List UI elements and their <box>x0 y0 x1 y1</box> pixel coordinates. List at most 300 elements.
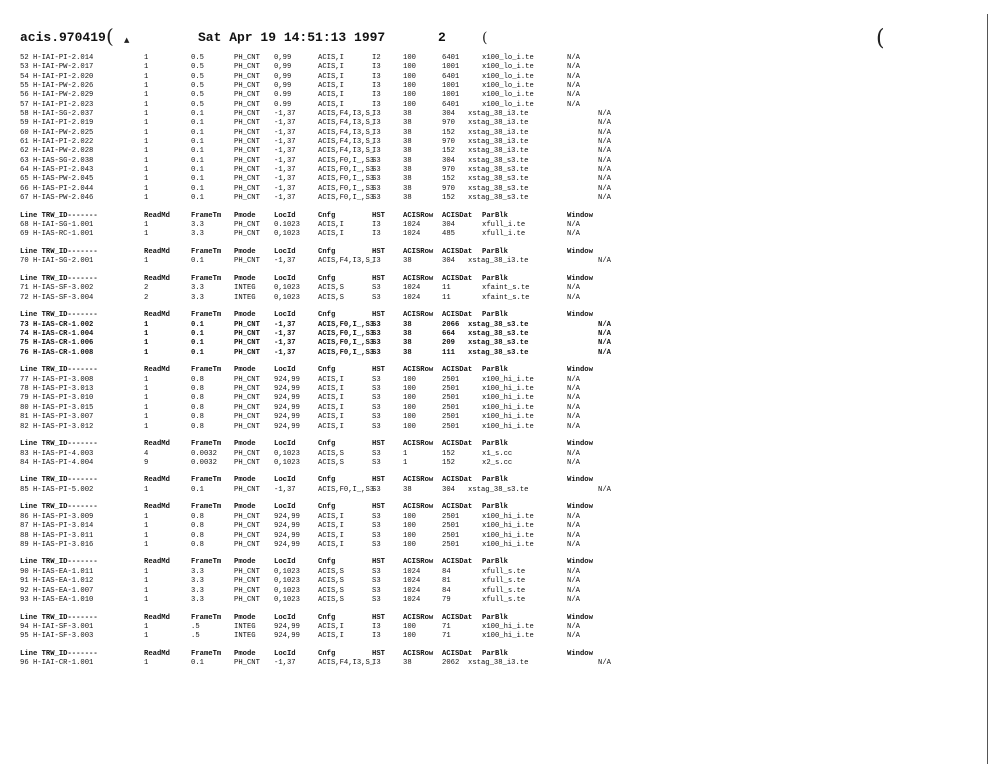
header-parblk: ParBlk <box>482 248 508 257</box>
header-pmode: Pmode <box>234 366 256 375</box>
cell-parblk: xstag_38_s3.te <box>468 330 529 339</box>
cell-window: N/A <box>567 522 580 531</box>
cell-parblk: xfull_s.te <box>482 595 526 604</box>
cell-hst: S3 <box>372 413 381 422</box>
cell-line-id: 96 H-IAI-CR-1.001 <box>20 659 94 668</box>
cell-window: N/A <box>567 375 580 384</box>
cell-frame-time: 0.5 <box>191 100 204 109</box>
cell-window: N/A <box>567 586 580 595</box>
cell-frame-time: 0.1 <box>191 119 204 128</box>
cell-loc-id: 0,1023 <box>274 586 300 595</box>
header-pmode: Pmode <box>234 311 256 320</box>
header-config: Cnfg <box>318 558 336 567</box>
cell-line-id: 94 H-IAI-SF-3.001 <box>20 622 94 631</box>
cell-acis-dat: 304 <box>442 485 455 494</box>
cell-hst: I3 <box>372 63 381 72</box>
cell-line-id: 90 H-IAS-EA-1.011 <box>20 567 94 576</box>
cell-line-id: 86 H-IAS-PI-3.009 <box>20 512 94 521</box>
cell-frame-time: 3.3 <box>191 577 204 586</box>
cell-read-mode: 1 <box>144 257 149 266</box>
header-line-id: Line TRW_ID------- <box>20 248 98 257</box>
header-window: Window <box>567 311 593 320</box>
cell-config: ACIS,F0,I_,S3 <box>318 184 375 193</box>
cell-pmode: PH_CNT <box>234 413 260 422</box>
cell-frame-time: 0.8 <box>191 375 204 384</box>
cell-acis-row: 38 <box>403 175 412 184</box>
cell-read-mode: 1 <box>144 659 149 668</box>
cell-hst: S3 <box>372 320 381 329</box>
cell-window: N/A <box>567 403 580 412</box>
cell-acis-dat: 152 <box>442 175 455 184</box>
cell-window: N/A <box>598 166 611 175</box>
cell-config: ACIS,I <box>318 385 344 394</box>
cell-acis-row: 38 <box>403 184 412 193</box>
cell-parblk: x100_lo_i.te <box>482 54 534 62</box>
cell-line-id: 53 H-IAI-PW-2.017 <box>20 63 94 72</box>
cell-hst: S3 <box>372 485 381 494</box>
cell-frame-time: 3.3 <box>191 230 204 239</box>
cell-window: N/A <box>567 91 580 100</box>
cell-hst: I3 <box>372 100 381 109</box>
cell-acis-dat: 111 <box>442 348 455 357</box>
header-hst: HST <box>372 503 385 512</box>
cell-config: ACIS,I <box>318 632 344 641</box>
header-line-id: Line TRW_ID------- <box>20 275 98 284</box>
header-window: Window <box>567 366 593 375</box>
cell-acis-dat: 11 <box>442 293 451 302</box>
header-loc-id: LocId <box>274 476 296 485</box>
cell-frame-time: 0.8 <box>191 512 204 521</box>
table-row <box>20 230 660 239</box>
cell-hst: I3 <box>372 91 381 100</box>
cell-pmode: PH_CNT <box>234 72 260 81</box>
cell-acis-dat: 2062 <box>442 659 460 668</box>
table-row <box>20 632 660 641</box>
cell-read-mode: 1 <box>144 567 149 576</box>
header-parblk: ParBlk <box>482 275 508 284</box>
cell-line-id: 57 H-IAI-PI-2.023 <box>20 100 94 109</box>
cell-frame-time: 0.1 <box>191 128 204 137</box>
header-read-mode: ReadMd <box>144 476 170 485</box>
header-parblk: ParBlk <box>482 440 508 449</box>
cell-hst: S3 <box>372 184 381 193</box>
cell-line-id: 80 H-IAS-PI-3.015 <box>20 403 94 412</box>
table-row <box>20 532 660 541</box>
cell-loc-id: 0,1023 <box>274 595 300 604</box>
cell-hst: S3 <box>372 156 381 165</box>
cell-parblk: xstag_38_i3.te <box>468 128 529 137</box>
cell-read-mode: 1 <box>144 485 149 494</box>
cell-acis-row: 38 <box>403 128 412 137</box>
cell-acis-dat: 81 <box>442 577 451 586</box>
cell-window: N/A <box>598 175 611 184</box>
cell-parblk: x100_hi_i.te <box>482 375 534 384</box>
cell-pmode: PH_CNT <box>234 394 260 403</box>
cell-config: ACIS,F4,I3,S_ <box>318 257 375 266</box>
cell-loc-id: 0.1023 <box>274 221 300 230</box>
cell-frame-time: .5 <box>191 632 200 641</box>
cell-parblk: xstag_38_s3.te <box>468 485 529 494</box>
cell-frame-time: 0.1 <box>191 659 204 668</box>
cell-pmode: PH_CNT <box>234 485 260 494</box>
cell-hst: S3 <box>372 449 381 458</box>
cell-hst: S3 <box>372 512 381 521</box>
header-acis-row: ACISRow <box>403 613 434 622</box>
table-row <box>20 459 660 468</box>
header-pmode: Pmode <box>234 613 256 622</box>
cell-pmode: PH_CNT <box>234 82 260 91</box>
cell-frame-time: 3.3 <box>191 586 204 595</box>
header-pmode: Pmode <box>234 211 256 220</box>
table-row <box>20 119 660 128</box>
cell-acis-dat: 84 <box>442 567 451 576</box>
cell-frame-time: 0.1 <box>191 320 204 329</box>
cell-window: N/A <box>567 531 580 540</box>
column-header-row <box>20 440 660 449</box>
cell-loc-id: 924,99 <box>274 385 300 394</box>
cell-frame-time: 0.0032 <box>191 449 217 458</box>
header-hst: HST <box>372 558 385 567</box>
column-header-row <box>20 248 660 257</box>
header-loc-id: LocId <box>274 649 296 658</box>
cell-read-mode: 1 <box>144 147 149 156</box>
cell-frame-time: 0.8 <box>191 394 204 403</box>
table-row <box>20 376 660 385</box>
table-row <box>20 404 660 413</box>
cell-acis-row: 38 <box>403 110 412 119</box>
cell-hst: I3 <box>372 221 381 230</box>
cell-pmode: PH_CNT <box>234 567 260 576</box>
cell-read-mode: 1 <box>144 221 149 230</box>
header-acis-row: ACISRow <box>403 440 434 449</box>
cell-pmode: PH_CNT <box>234 531 260 540</box>
cell-hst: S3 <box>372 458 381 467</box>
cell-config: ACIS,I <box>318 375 344 384</box>
cell-pmode: PH_CNT <box>234 91 260 100</box>
header-read-mode: ReadMd <box>144 248 170 257</box>
cell-loc-id: 924,99 <box>274 531 300 540</box>
cell-acis-row: 100 <box>403 63 416 72</box>
cell-read-mode: 1 <box>144 339 149 348</box>
cell-frame-time: 3.3 <box>191 221 204 230</box>
header-line-id: Line TRW_ID------- <box>20 440 98 449</box>
cell-parblk: xstag_38_i3.te <box>468 147 529 156</box>
cell-read-mode: 1 <box>144 385 149 394</box>
cell-parblk: x100_hi_i.te <box>482 413 534 422</box>
header-pmode: Pmode <box>234 476 256 485</box>
cell-line-id: 83 H-IAS-PI-4.003 <box>20 449 94 458</box>
cell-read-mode: 1 <box>144 166 149 175</box>
header-line-id: Line TRW_ID------- <box>20 211 98 220</box>
cell-loc-id: -1,37 <box>274 184 296 193</box>
cell-config: ACIS,F4,I3,S_ <box>318 147 375 156</box>
cell-parblk: x100_hi_i.te <box>482 531 534 540</box>
cell-config: ACIS,F0,I_,S3 <box>318 175 375 184</box>
column-header-row <box>20 311 660 320</box>
header-window: Window <box>567 503 593 512</box>
cell-read-mode: 1 <box>144 91 149 100</box>
cell-pmode: INTEG <box>234 622 256 631</box>
header-window: Window <box>567 649 593 658</box>
table-row <box>20 385 660 394</box>
cell-loc-id: -1,37 <box>274 138 296 147</box>
header-acis-dat: ACISDat <box>442 275 473 284</box>
cell-loc-id: -1,37 <box>274 110 296 119</box>
header-config: Cnfg <box>318 440 336 449</box>
table-row <box>20 73 660 82</box>
header-loc-id: LocId <box>274 211 296 220</box>
cell-acis-row: 1024 <box>403 284 421 293</box>
cell-pmode: PH_CNT <box>234 458 260 467</box>
cell-hst: S3 <box>372 586 381 595</box>
cell-loc-id: -1,37 <box>274 257 296 266</box>
cell-line-id: 68 H-IAI-SG-1.001 <box>20 221 94 230</box>
cell-loc-id: 924,99 <box>274 403 300 412</box>
cell-pmode: INTEG <box>234 632 256 641</box>
cell-window: N/A <box>567 622 580 631</box>
cell-acis-row: 1024 <box>403 230 421 239</box>
cell-line-id: 62 H-IAI-PW-2.028 <box>20 147 94 156</box>
cell-line-id: 74 H-IAS-CR-1.004 <box>20 330 94 339</box>
cell-acis-dat: 6401 <box>442 54 460 62</box>
cell-read-mode: 1 <box>144 422 149 431</box>
cell-read-mode: 2 <box>144 284 149 293</box>
cell-loc-id: 0,99 <box>274 72 292 81</box>
cell-frame-time: 0.0032 <box>191 458 217 467</box>
cell-config: ACIS,I <box>318 82 344 91</box>
cell-acis-row: 38 <box>403 330 412 339</box>
table-row <box>20 157 660 166</box>
cell-loc-id: -1,37 <box>274 119 296 128</box>
header-loc-id: LocId <box>274 275 296 284</box>
header-acis-row: ACISRow <box>403 275 434 284</box>
cell-read-mode: 1 <box>144 72 149 81</box>
header-parblk: ParBlk <box>482 476 508 485</box>
cell-config: ACIS,I <box>318 531 344 540</box>
cell-loc-id: 924,99 <box>274 422 300 431</box>
cell-hst: S3 <box>372 194 381 203</box>
cell-read-mode: 1 <box>144 175 149 184</box>
cell-line-id: 91 H-IAS-EA-1.012 <box>20 577 94 586</box>
cell-read-mode: 1 <box>144 138 149 147</box>
cell-window: N/A <box>567 394 580 403</box>
table-row <box>20 568 660 577</box>
cell-frame-time: 0.5 <box>191 72 204 81</box>
cell-frame-time: 0.8 <box>191 540 204 549</box>
column-header-row <box>20 212 660 221</box>
cell-parblk: xstag_38_i3.te <box>468 119 529 128</box>
cell-acis-dat: 304 <box>442 156 455 165</box>
cell-acis-row: 1024 <box>403 586 421 595</box>
cell-line-id: 58 H-IAI-SG-2.037 <box>20 110 94 119</box>
cell-read-mode: 9 <box>144 458 149 467</box>
cell-loc-id: 0,1023 <box>274 449 300 458</box>
cell-parblk: x100_hi_i.te <box>482 632 534 641</box>
header-pmode: Pmode <box>234 649 256 658</box>
cell-line-id: 78 H-IAS-PI-3.013 <box>20 385 94 394</box>
print-date: Sat Apr 19 14:51:13 1997 <box>198 30 386 45</box>
cell-config: ACIS,S <box>318 595 344 604</box>
cell-read-mode: 1 <box>144 375 149 384</box>
cell-hst: S3 <box>372 403 381 412</box>
header-frame-time: FrameTm <box>191 366 222 375</box>
cell-acis-dat: 71 <box>442 632 451 641</box>
cell-acis-dat: 304 <box>442 110 455 119</box>
cell-acis-row: 38 <box>403 147 412 156</box>
header-acis-dat: ACISDat <box>442 248 473 257</box>
cell-config: ACIS,I <box>318 230 344 239</box>
header-line-id: Line TRW_ID------- <box>20 503 98 512</box>
cell-line-id: 52 H-IAI-PI-2.014 <box>20 54 94 62</box>
header-parblk: ParBlk <box>482 613 508 622</box>
cell-config: ACIS,I <box>318 91 344 100</box>
cell-acis-dat: 485 <box>442 230 455 239</box>
cell-parblk: x100_hi_i.te <box>482 622 534 631</box>
header-frame-time: FrameTm <box>191 503 222 512</box>
cell-pmode: PH_CNT <box>234 385 260 394</box>
cell-pmode: PH_CNT <box>234 166 260 175</box>
cell-loc-id: -1,37 <box>274 320 296 329</box>
cell-acis-dat: 152 <box>442 449 455 458</box>
header-config: Cnfg <box>318 366 336 375</box>
header-hst: HST <box>372 613 385 622</box>
cell-config: ACIS,F4,I3,S_ <box>318 110 375 119</box>
header-acis-row: ACISRow <box>403 366 434 375</box>
header-acis-dat: ACISDat <box>442 558 473 567</box>
header-line-id: Line TRW_ID------- <box>20 649 98 658</box>
table-row <box>20 413 660 422</box>
cell-config: ACIS,S <box>318 567 344 576</box>
cell-pmode: PH_CNT <box>234 577 260 586</box>
cell-parblk: xstag_38_i3.te <box>468 138 529 147</box>
cell-acis-dat: 2501 <box>442 394 460 403</box>
cell-acis-dat: 970 <box>442 138 455 147</box>
cell-loc-id: 924,99 <box>274 540 300 549</box>
header-acis-row: ACISRow <box>403 503 434 512</box>
cell-acis-row: 100 <box>403 91 416 100</box>
header-acis-dat: ACISDat <box>442 476 473 485</box>
cell-window: N/A <box>567 72 580 81</box>
cell-pmode: INTEG <box>234 284 256 293</box>
header-read-mode: ReadMd <box>144 211 170 220</box>
cell-line-id: 64 H-IAS-PI-2.043 <box>20 166 94 175</box>
header-line-id: Line TRW_ID------- <box>20 558 98 567</box>
cell-line-id: 55 H-IAI-PW-2.026 <box>20 82 94 91</box>
cell-line-id: 69 H-IAS-RC-1.001 <box>20 230 94 239</box>
data-listing <box>20 54 660 669</box>
cell-hst: S3 <box>372 348 381 357</box>
cell-hst: I3 <box>372 128 381 137</box>
cell-loc-id: 0,99 <box>274 63 292 72</box>
cell-config: ACIS,F0,I_,S3 <box>318 166 375 175</box>
cell-line-id: 77 H-IAS-PI-3.008 <box>20 375 94 384</box>
cell-parblk: xfull_i.te <box>482 221 526 230</box>
cell-frame-time: 0.1 <box>191 194 204 203</box>
cell-config: ACIS,S <box>318 586 344 595</box>
cell-read-mode: 2 <box>144 293 149 302</box>
table-row <box>20 623 660 632</box>
cell-config: ACIS,I <box>318 622 344 631</box>
cell-pmode: PH_CNT <box>234 63 260 72</box>
cell-acis-dat: 304 <box>442 257 455 266</box>
cell-acis-dat: 304 <box>442 221 455 230</box>
cell-hst: I3 <box>372 72 381 81</box>
header-read-mode: ReadMd <box>144 275 170 284</box>
header-acis-row: ACISRow <box>403 649 434 658</box>
header-acis-dat: ACISDat <box>442 366 473 375</box>
cell-window: N/A <box>567 577 580 586</box>
cell-pmode: PH_CNT <box>234 184 260 193</box>
cell-loc-id: 924,99 <box>274 622 300 631</box>
cell-parblk: x100_hi_i.te <box>482 422 534 431</box>
header-acis-row: ACISRow <box>403 476 434 485</box>
cell-window: N/A <box>598 330 611 339</box>
cell-window: N/A <box>598 339 611 348</box>
table-row <box>20 54 660 63</box>
cell-loc-id: 0,1023 <box>274 293 300 302</box>
header-config: Cnfg <box>318 613 336 622</box>
header-config: Cnfg <box>318 476 336 485</box>
cell-pmode: PH_CNT <box>234 320 260 329</box>
header-loc-id: LocId <box>274 440 296 449</box>
cell-read-mode: 1 <box>144 348 149 357</box>
cell-acis-row: 100 <box>403 540 416 549</box>
cell-acis-dat: 2501 <box>442 422 460 431</box>
cell-loc-id: 924,99 <box>274 394 300 403</box>
table-row <box>20 513 660 522</box>
header-acis-row: ACISRow <box>403 558 434 567</box>
header-config: Cnfg <box>318 211 336 220</box>
cell-line-id: 65 H-IAS-PW-2.045 <box>20 175 94 184</box>
cell-config: ACIS,I <box>318 72 344 81</box>
cell-pmode: PH_CNT <box>234 138 260 147</box>
cell-acis-row: 38 <box>403 194 412 203</box>
column-header-row <box>20 275 660 284</box>
column-header-row <box>20 614 660 623</box>
cell-read-mode: 1 <box>144 119 149 128</box>
cell-acis-dat: 2501 <box>442 540 460 549</box>
cell-parblk: xfaint_s.te <box>482 293 530 302</box>
cell-read-mode: 1 <box>144 54 149 62</box>
cell-window: N/A <box>567 293 580 302</box>
page-number: 2 <box>438 30 446 45</box>
table-row <box>20 486 660 495</box>
cell-acis-row: 100 <box>403 394 416 403</box>
cell-acis-row: 38 <box>403 166 412 175</box>
header-acis-dat: ACISDat <box>442 649 473 658</box>
cell-config: ACIS,I <box>318 522 344 531</box>
table-row <box>20 129 660 138</box>
cell-parblk: xstag_38_s3.te <box>468 166 529 175</box>
cell-config: ACIS,I <box>318 403 344 412</box>
header-acis-dat: ACISDat <box>442 503 473 512</box>
cell-pmode: PH_CNT <box>234 348 260 357</box>
cell-hst: S3 <box>372 577 381 586</box>
header-acis-dat: ACISDat <box>442 211 473 220</box>
table-row <box>20 194 660 203</box>
cell-frame-time: 0.1 <box>191 147 204 156</box>
header-acis-row: ACISRow <box>403 311 434 320</box>
cell-config: ACIS,I <box>318 540 344 549</box>
cell-frame-time: 0.1 <box>191 184 204 193</box>
cell-parblk: xstag_38_s3.te <box>468 194 529 203</box>
cell-config: ACIS,F0,I_,S3 <box>318 330 375 339</box>
header-acis-row: ACISRow <box>403 248 434 257</box>
cell-parblk: xstag_38_s3.te <box>468 184 529 193</box>
cell-acis-dat: 664 <box>442 330 455 339</box>
cell-config: ACIS,I <box>318 63 344 72</box>
table-row <box>20 330 660 339</box>
